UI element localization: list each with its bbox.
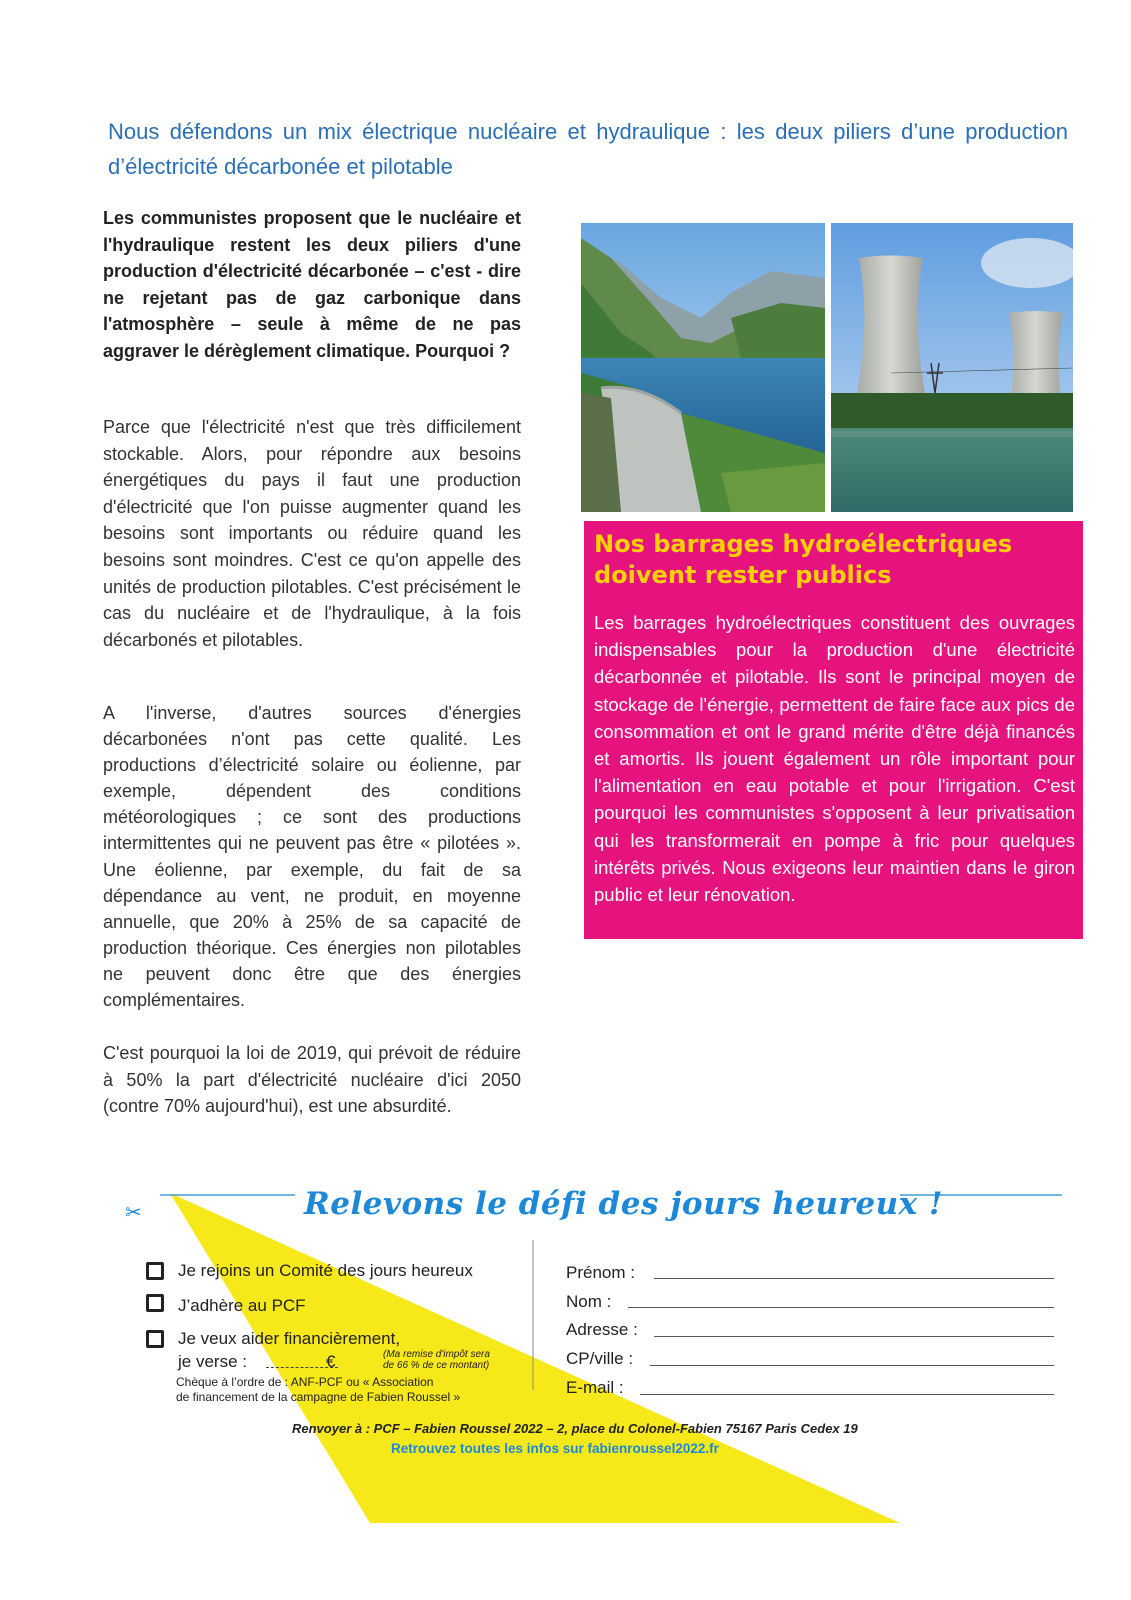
cheque-instructions xyxy=(176,1375,460,1405)
box-title xyxy=(594,529,1075,591)
checkbox-donate-label: Je veux aider financièrement, xyxy=(178,1329,401,1348)
field-nom-input[interactable] xyxy=(628,1307,1054,1308)
checkbox-join-pcf[interactable] xyxy=(146,1294,164,1312)
field-email-label: E-mail : xyxy=(566,1378,624,1397)
checkbox-join-committee-label: Je rejoins un Comité des jours heureux xyxy=(178,1261,473,1280)
field-nom-label: Nom : xyxy=(566,1292,612,1311)
field-email-input[interactable] xyxy=(640,1394,1054,1395)
website-link[interactable]: Retrouvez toutes les infos sur fabienroussel2022.fr xyxy=(391,1441,719,1456)
donation-verse-label: je verse : xyxy=(178,1352,247,1371)
tax-note-line-1: (Ma remise d'impôt sera xyxy=(383,1349,490,1360)
field-cpville-label: CP/ville : xyxy=(566,1349,634,1368)
lead-paragraph: Les communistes proposent que le nucléaire et l'hydraulique restent les deux piliers d'une production d'électricité décarbonée – c'est - dire ne rejetant pas de gaz carbonique dans l'atmosphère – seule à même de ne pas aggraver le dérèglement climatique. Pourquoi ? xyxy=(103,208,521,361)
cooling-towers-photo xyxy=(831,223,1073,512)
cheque-line-1: Chèque à l’ordre de : ANF-PCF ou « Association xyxy=(176,1375,434,1389)
cheque-line-2: de financement de la campagne de Fabien Roussel » xyxy=(176,1390,461,1404)
page-headline: Nous défendons un mix électrique nucléaire et hydraulique : les deux piliers d’une production d’électricité décarbonée et pilotable xyxy=(108,119,1068,179)
field-adresse-label: Adresse : xyxy=(566,1320,638,1339)
field-prenom-label: Prénom : xyxy=(566,1263,635,1282)
field-adresse-input[interactable] xyxy=(654,1336,1054,1337)
scissors-icon: ✂ xyxy=(125,1202,142,1224)
dam-photo xyxy=(581,223,825,512)
hydro-dams-box xyxy=(584,521,1083,939)
body-paragraph-1: Parce que l'électricité n'est que très difficilement stockable. Alors, pour répondre aux besoins énergétiques du pays il faut une production d'électricité que l'on puisse augmenter quand les besoins sont importants ou réduire quand les besoins sont moindres. C'est ce qu'on appelle des unités de production pilotables. C'est précisément le cas du nucléaire et de l'hydraulique, à la fois décarbonés et pilotables. xyxy=(103,417,521,650)
box-text: Les barrages hydroélectriques constituent des ouvrages indispensables pour la production d'une électricité décarbonnée et pilotable. Ils sont le principal moyen de stockage de l'énergie, permettent de faire face aux pics de consommation et ont le grand mérite d'être déjà financés et amortis. Ils jouent également un rôle important pour l'alimentation en eau potable et pour l'irrigation. C'est pourquoi les communistes s'opposent à leur privatisation qui les transformerait en pompe à fric pour quelques intérêts privés. Nous exigeons leur maintien dans le giron public et leur rénovation. xyxy=(594,612,1075,906)
checkbox-donate[interactable] xyxy=(146,1330,164,1348)
checkbox-join-committee[interactable] xyxy=(146,1262,164,1280)
tax-note xyxy=(383,1349,490,1371)
checkbox-join-pcf-label: J’adhère au PCF xyxy=(178,1296,306,1315)
currency-symbol: € xyxy=(326,1352,336,1371)
body-paragraph-3: C'est pourquoi la loi de 2019, qui prévoit de réduire à 50% la part d'électricité nucléaire d'ici 2050 (contre 70% aujourd'hui), est une absurdité. xyxy=(103,1043,521,1117)
body-paragraph-2: A l'inverse, d'autres sources d'énergies décarbonées n'ont pas cette qualité. Les productions d’électricité solaire ou éolienne, par exemple, dépendent des conditions météorologiques ; ce sont des productions intermittentes qui ne peuvent pas être « pilotées ». Une éolienne, par exemple, du fait de sa dépendance au vent, ne produit, en moyenne annuelle, que 20% à 25% de sa capacité de production théorique. Ces énergies non pilotables ne peuvent donc être que des énergies complémentaires. xyxy=(103,703,521,1011)
box-title-line-2: doivent rester publics xyxy=(594,561,892,589)
field-prenom-input[interactable] xyxy=(654,1278,1054,1279)
return-address: Renvoyer à : PCF – Fabien Roussel 2022 – 2, place du Colonel-Fabien 75167 Paris Cedex 19 xyxy=(292,1421,858,1436)
coupon-title: Relevons le défi des jours heureux ! xyxy=(304,1186,943,1222)
field-cpville-input[interactable] xyxy=(650,1365,1054,1366)
box-title-line-1: Nos barrages hydroélectriques xyxy=(594,530,1013,558)
tax-note-line-2: de 66 % de ce montant) xyxy=(383,1360,490,1371)
